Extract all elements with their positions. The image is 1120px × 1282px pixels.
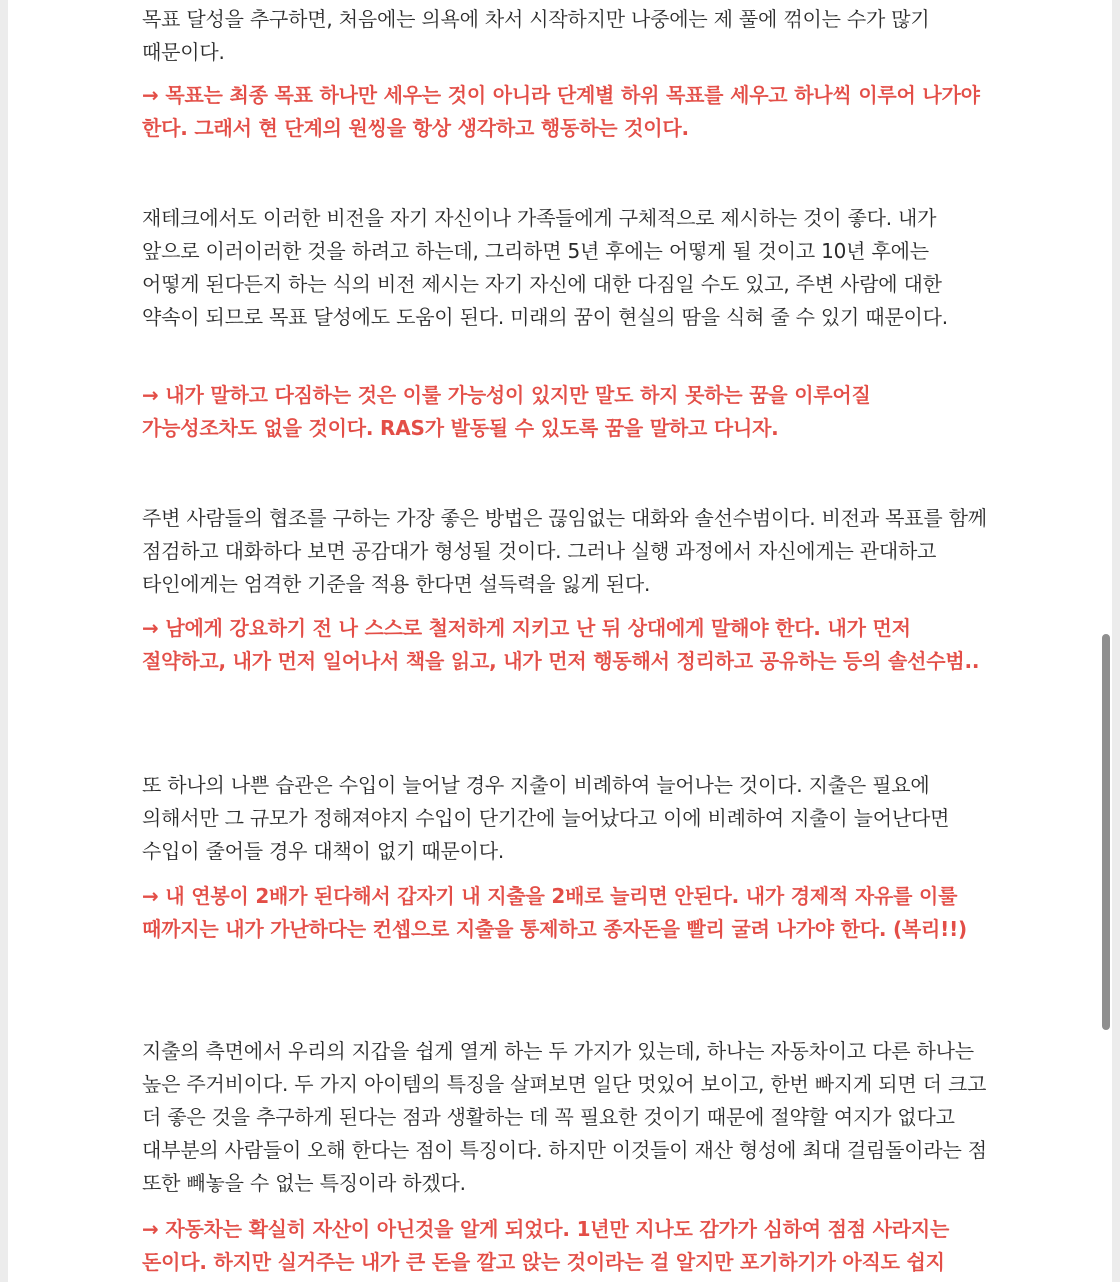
paragraph-1-note: → 목표는 최종 목표 하나만 세우는 것이 아니라 단계별 하위 목표를 세우고 하나씩 이루어 나가야 한다. 그래서 현 단계의 원씽을 항상 생각하고 행동하는 것이다.	[142, 83, 980, 140]
document-page	[8, 0, 1112, 1282]
paragraph-2-note: → 내가 말하고 다짐하는 것은 이룰 가능성이 있지만 말도 하지 못하는 꿈을 이루어질 가능성조차도 없을 것이다. RAS가 발동될 수 있도록 꿈을 말하고 다니자.	[142, 383, 871, 440]
paragraph-2-body: 재테크에서도 이러한 비전을 자기 자신이나 가족들에게 구체적으로 제시하는 것이 좋다. 내가 앞으로 이러이러한 것을 하려고 하는데, 그리하면 5년 후에는 어떻게 될 것이고 10년 후에는 어떻게 된다든지 하는 식의 비전 제시는 자기 자신에 대한 다짐일 수도 있고, 주변 사람에 대한 약속이 되므로 목표 달성에도 도움이 된다. 미래의 꿈이 현실의 땀을 식혀 줄 수 있기 때문이다.	[142, 206, 948, 329]
paragraph-3-body: 주변 사람들의 협조를 구하는 가장 좋은 방법은 끊임없는 대화와 솔선수범이다. 비전과 목표를 함께 점검하고 대화하다 보면 공감대가 형성될 것이다. 그러나 실행 과정에서 자신에게는 관대하고 타인에게는 엄격한 기준을 적용 한다면 설득력을 잃게 된다.	[142, 506, 987, 596]
paragraph-4-body: 또 하나의 나쁜 습관은 수입이 늘어날 경우 지출이 비례하여 늘어나는 것이다. 지출은 필요에 의해서만 그 규모가 정해져야지 수입이 단기간에 늘어났다고 이에 비례하여 지출이 늘어난다면 수입이 줄어들 경우 대책이 없기 때문이다.	[142, 773, 950, 863]
paragraph-4-note: → 내 연봉이 2배가 된다해서 갑자기 내 지출을 2배로 늘리면 안된다. 내가 경제적 자유를 이룰 때까지는 내가 가난하다는 컨셉으로 지출을 통제하고 종자돈을 빨리 굴려 나가야 한다. (복리!!)	[142, 884, 967, 941]
paragraph-1-body: 목표 달성을 추구하면, 처음에는 의욕에 차서 시작하지만 나중에는 제 풀에 꺾이는 수가 많기 때문이다.	[142, 7, 930, 64]
vertical-scrollbar[interactable]	[1102, 634, 1110, 1030]
paragraph-5-note: → 자동차는 확실히 자산이 아닌것을 알게 되었다. 1년만 지나도 감가가 심하여 점점 사라지는 돈이다. 하지만 실거주는 내가 큰 돈을 깔고 앉는 것이라는 걸 알지만 포기하기가 아직도 쉽지	[142, 1217, 950, 1274]
paragraph-3-note: → 남에게 강요하기 전 나 스스로 철저하게 지키고 난 뒤 상대에게 말해야 한다. 내가 먼저 절약하고, 내가 먼저 일어나서 책을 읽고, 내가 먼저 행동해서 정리하고 공유하는 등의 솔선수범..	[142, 616, 980, 673]
paragraph-5-body: 지출의 측면에서 우리의 지갑을 쉽게 열게 하는 두 가지가 있는데, 하나는 자동차이고 다른 하나는 높은 주거비이다. 두 가지 아이템의 특징을 살펴보면 일단 멋있어 보이고, 한번 빠지게 되면 더 크고 더 좋은 것을 추구하게 된다는 점과 생활하는 데 꼭 필요한 것이기 때문에 절약할 여지가 없다고 대부분의 사람들이 오해 한다는 점이 특징이다. 하지만 이것들이 재산 형성에 최대 걸림돌이라는 점 또한 빼놓을 수 없는 특징이라 하겠다.	[142, 1039, 987, 1195]
